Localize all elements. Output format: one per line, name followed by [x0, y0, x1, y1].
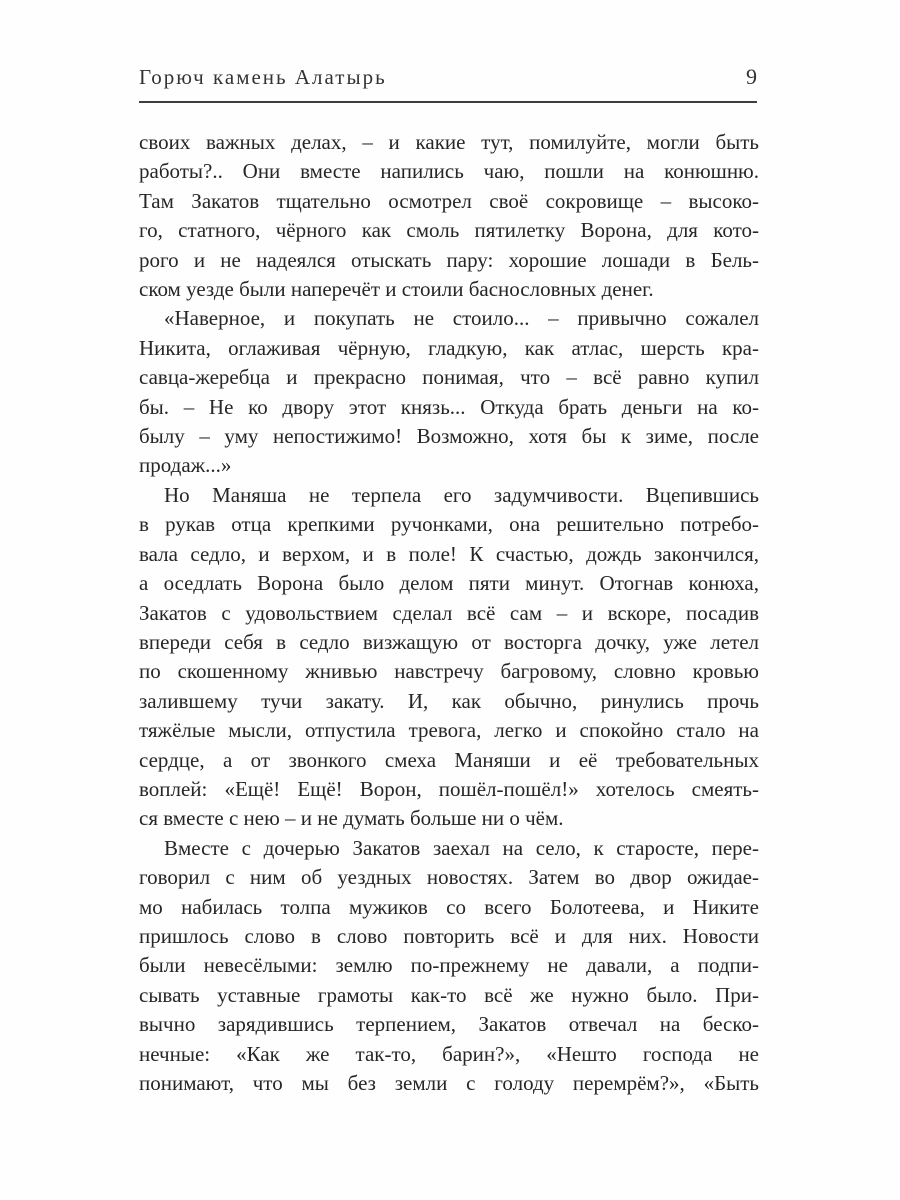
text-line: Закатов с удовольствием сделал всё сам – и вскоре, посадив — [139, 600, 759, 625]
header-rule — [139, 101, 757, 103]
text-line: Но Маняша не терпела его задумчивости. Вцепившись — [164, 482, 759, 507]
text-line: ском уезде были наперечёт и стоили баснословных денег. — [139, 277, 654, 302]
text-line: савца-жеребца и прекрасно понимая, что – всё равно купил — [139, 365, 759, 390]
text-line: «Наверное, и покупать не стоило... – привычно сожалел — [164, 306, 759, 331]
text-line: впереди себя в седло визжащую от восторга дочку, уже летел — [139, 629, 759, 654]
text-line: залившему тучи закату. И, как обычно, ринулись прочь — [139, 688, 759, 713]
text-line: работы?.. Они вместе напились чаю, пошли на конюшню. — [139, 159, 759, 184]
text-line: нечные: «Как же так-то, барин?», «Нешто господа не — [139, 1041, 759, 1066]
text-line: тяжёлые мысли, отпустила тревога, легко и спокойно стало на — [139, 718, 759, 743]
text-line: по скошенному жнивью навстречу багровому, словно кровью — [139, 659, 759, 684]
text-line: вычно зарядившись терпением, Закатов отвечал на беско- — [139, 1012, 759, 1037]
text-line: Никита, оглаживая чёрную, гладкую, как атлас, шерсть кра- — [139, 335, 759, 360]
page-text — [139, 128, 759, 1098]
text-line: Вместе с дочерью Закатов заехал на село, к старосте, пере- — [164, 835, 759, 860]
text-line: Там Закатов тщательно осмотрел своё сокровище – высоко- — [139, 188, 759, 213]
text-line: рого и не надеялся отыскать пару: хорошие лошади в Бель- — [139, 247, 759, 272]
text-line: своих важных делах, – и какие тут, помилуйте, могли быть — [139, 130, 759, 154]
header-title: Горюч камень Алатырь — [139, 65, 387, 89]
page-number: 9 — [746, 64, 757, 89]
text-line: продаж...» — [139, 453, 232, 478]
paragraph — [139, 481, 759, 834]
text-line: го, статного, чёрного как смоль пятилетку Ворона, для кото- — [139, 218, 759, 243]
text-line: воплей: «Ещё! Ещё! Ворон, пошёл-пошёл!» хотелось смеять- — [139, 776, 759, 801]
paragraph — [139, 834, 759, 1099]
text-line: ся вместе с нею – и не думать больше ни о чём. — [139, 806, 564, 831]
text-line: а оседлать Ворона было делом пяти минут. Отогнав конюха, — [139, 571, 759, 596]
text-line: мо набилась толпа мужиков со всего Болотеева, и Никите — [139, 894, 759, 919]
text-line: бы. – Не ко двору этот князь... Откуда брать деньги на ко- — [139, 394, 759, 419]
running-header — [139, 64, 757, 90]
paragraph — [139, 304, 759, 480]
text-line: вала седло, и верхом, и в поле! К счастью, дождь закончился, — [139, 541, 759, 566]
text-line: сывать уставные грамоты как-то всё же нужно было. При- — [139, 982, 759, 1007]
text-line: пришлось слово в слово повторить всё и для них. Новости — [139, 923, 759, 948]
text-line: былу – уму непостижимо! Возможно, хотя бы к зиме, после — [139, 424, 759, 449]
paragraph — [139, 128, 759, 304]
text-line: в рукав отца крепкими ручонками, она решительно потребо- — [139, 512, 759, 537]
text-line: сердце, а от звонкого смеха Маняши и её требовательных — [139, 747, 759, 772]
text-line: были невесёлыми: землю по-прежнему не давали, а подпи- — [139, 953, 759, 978]
text-line: понимают, что мы без земли с голоду перемрём?», «Быть — [139, 1071, 759, 1095]
text-line: говорил с ним об уездных новостях. Затем во двор ожидае- — [139, 865, 759, 890]
